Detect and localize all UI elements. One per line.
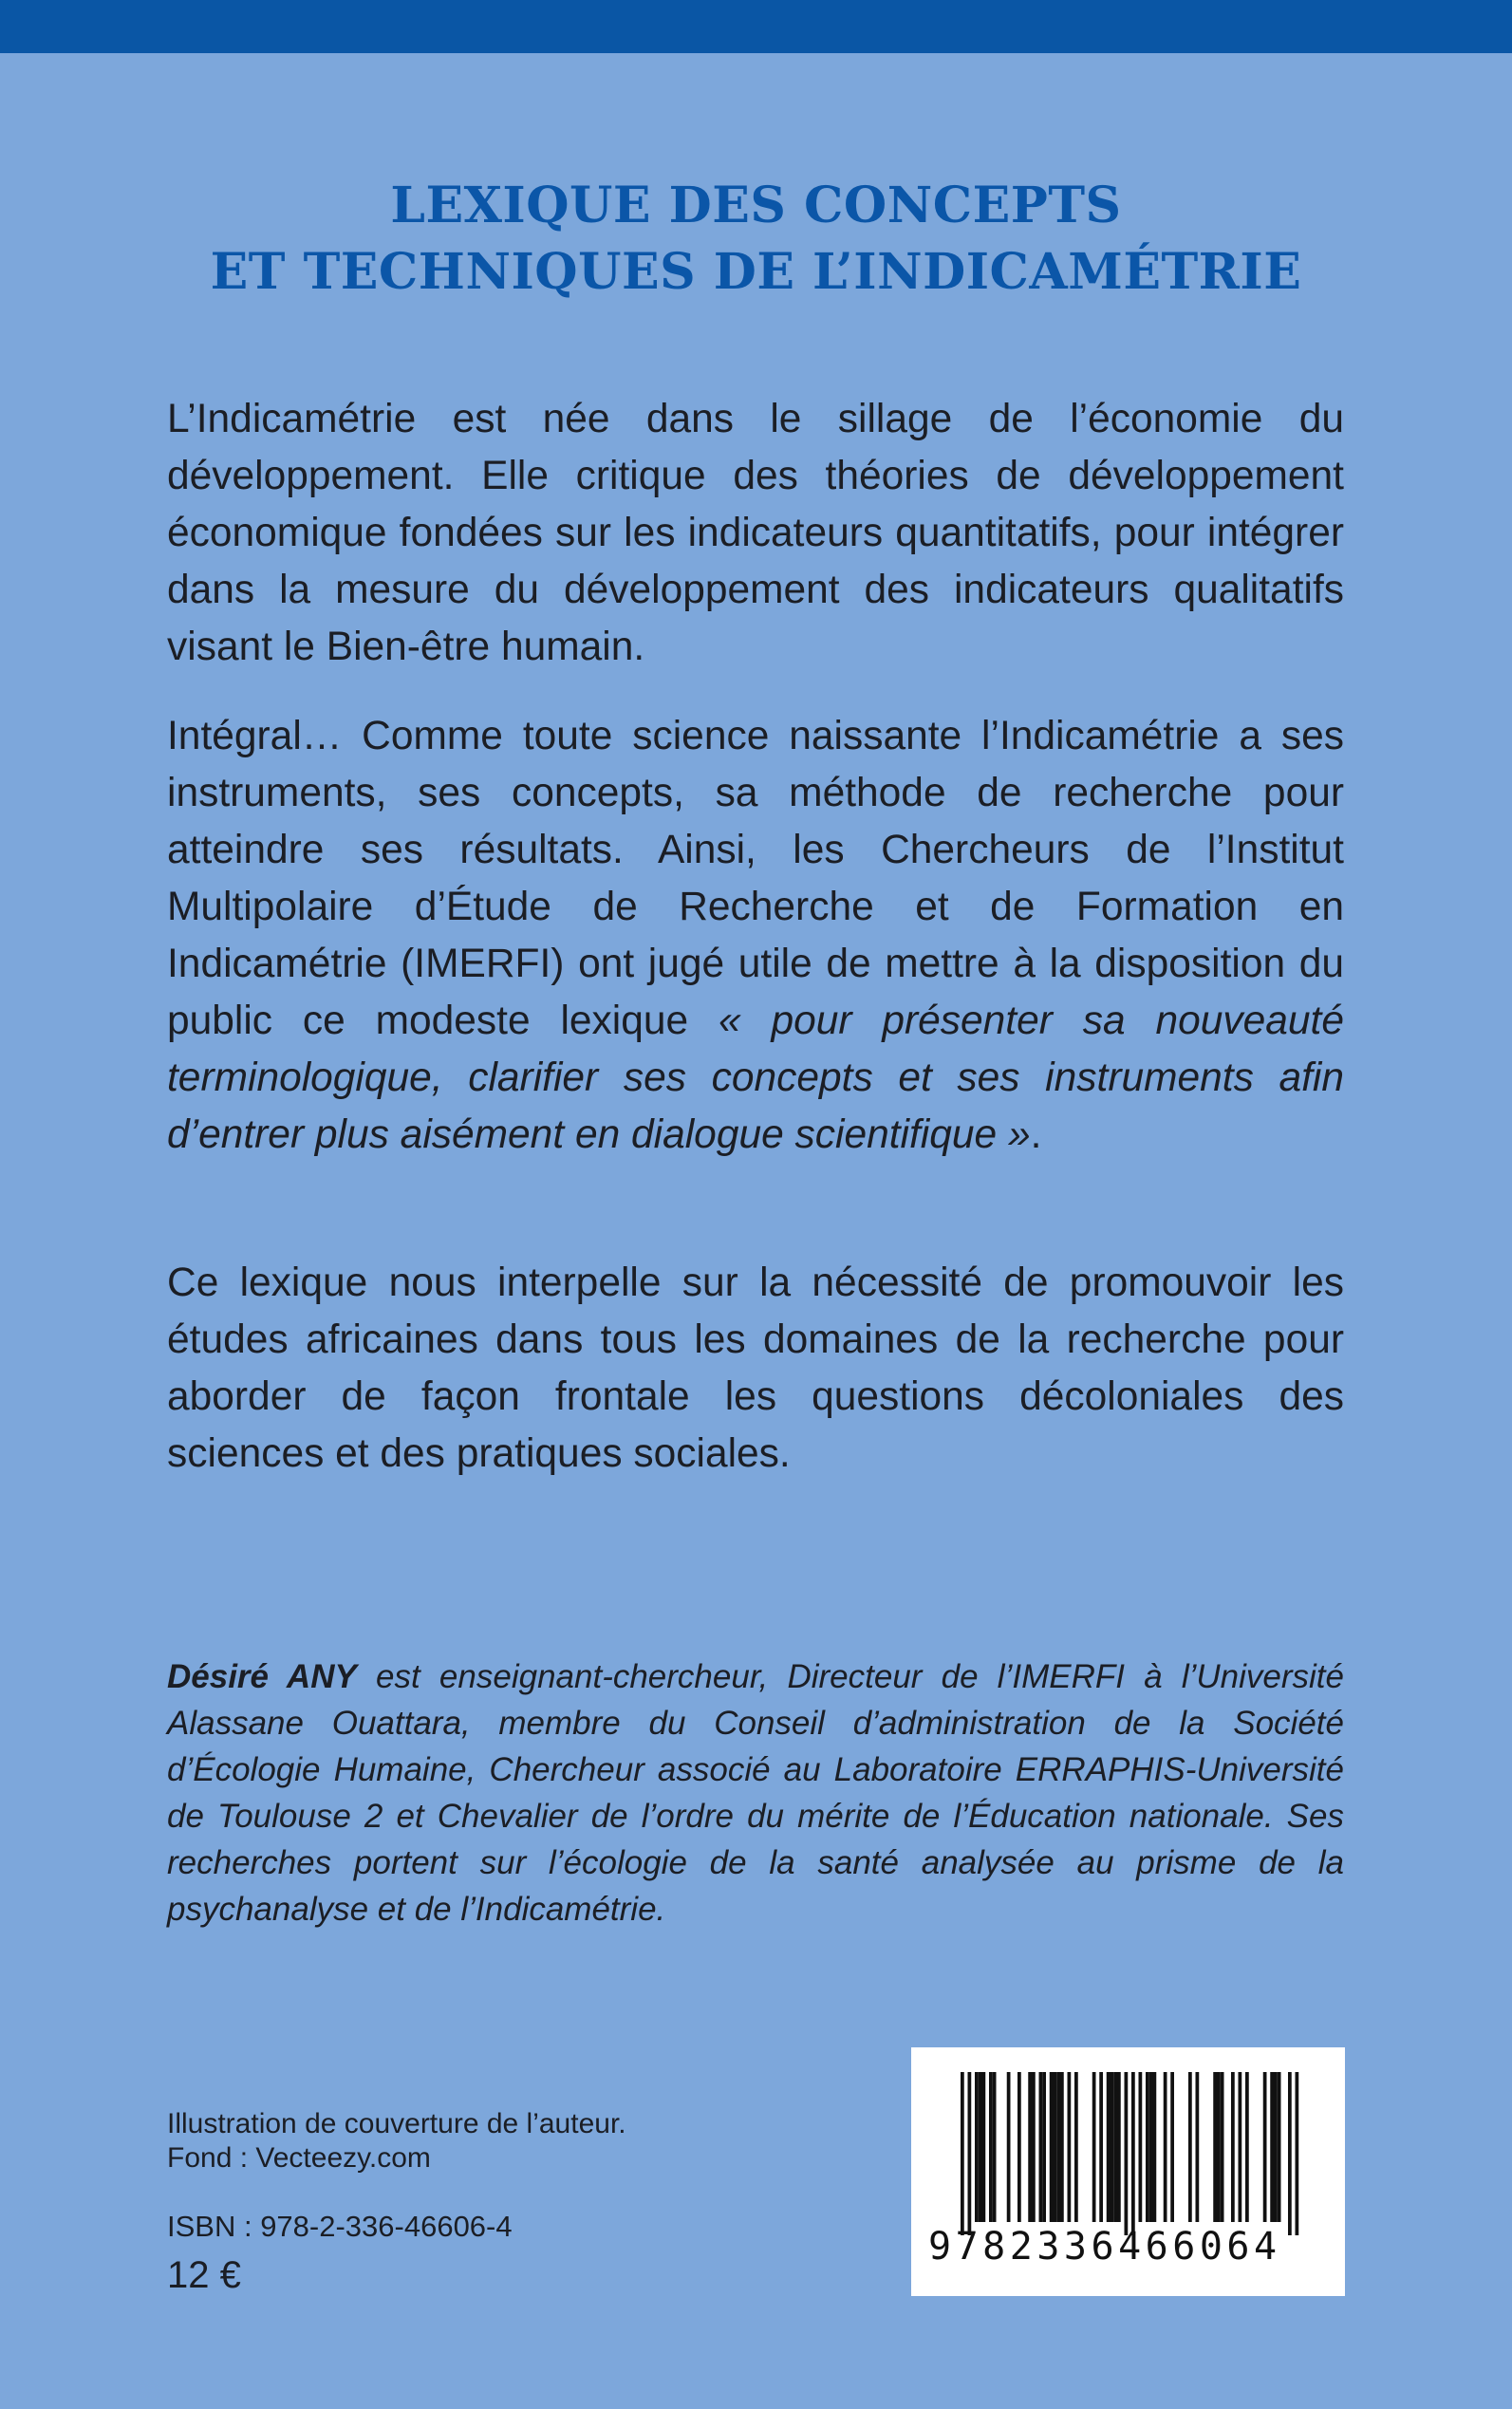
barcode-bar [982,2072,986,2222]
barcode-bar [1217,2072,1221,2222]
barcode-bar [1060,2072,1064,2222]
barcode-bar [1139,2072,1143,2222]
barcode-bar [961,2072,964,2235]
barcode-bar [979,2072,982,2222]
barcode-bar [1245,2072,1249,2222]
barcode-digits: 9782336466064 [928,2225,1281,2269]
barcode-bar [1107,2072,1111,2222]
barcode-bar [1111,2072,1114,2222]
barcode-bar [1221,2072,1224,2222]
barcode-bar [1270,2072,1274,2222]
paragraph-2-end: . [1030,1112,1042,1157]
barcode-bar [1149,2072,1153,2222]
barcode-bar [1125,2072,1129,2235]
author-name: Désiré ANY [167,1658,357,1695]
barcode-bar [1164,2072,1167,2222]
barcode-bar [1231,2072,1235,2222]
barcode-bar [1196,2072,1200,2222]
barcode-bar [1113,2072,1117,2222]
barcode-bar [1092,2072,1096,2222]
paragraph-2-text: Intégral… Comme toute science naissante l’Indicamétrie a ses instruments, ses concepts, sa méthode de recherche pour atteindre ses résultats. Ainsi, les Chercheurs de l’Institut Multipolaire d’Étude de Recherche et de Formation en Indicamétrie (IMERFI) ont jugé utile de mettre à la disposition du public ce modeste lexique [167,714,1344,1043]
image-credits [167,2107,626,2176]
barcode-bar [1153,2072,1157,2222]
barcode-bar [1278,2072,1281,2222]
barcode-bar [975,2072,979,2222]
barcode [911,2047,1345,2296]
barcode-bar [1056,2072,1060,2222]
top-color-band [0,0,1512,53]
barcode-bar [1074,2072,1078,2222]
barcode-bar [1017,2072,1021,2222]
book-title [0,173,1512,306]
barcode-bar [989,2072,993,2222]
paragraph-2-quote: « pour présenter sa nouveauté terminologique, clarifier ses concepts et ses instruments afin d’entrer plus aisément en dialogue scientifique » [167,999,1344,1157]
barcode-bar [1007,2072,1011,2222]
isbn-number: ISBN : 978-2-336-46606-4 [167,2210,513,2243]
barcode-bar [1042,2072,1046,2222]
barcode-bar [1288,2072,1292,2235]
barcode-bar [1274,2072,1278,2222]
author-biography [167,1653,1344,1933]
barcode-bar [968,2072,972,2235]
barcode-bar [1028,2072,1032,2222]
background-credit: Fond : Vecteezy.com [167,2142,431,2174]
barcode-bar [1117,2072,1121,2222]
barcode-bar [1054,2072,1057,2222]
barcode-bar [1099,2072,1103,2222]
barcode-bar [993,2072,997,2222]
barcode-bar [1050,2072,1054,2222]
barcode-bar [1032,2072,1036,2222]
illustration-credit: Illustration de couverture de l’auteur. [167,2108,626,2139]
author-bio-text: est enseignant-chercheur, Directeur de l’IMERFI à l’Université Alassane Ouattara, membre du Conseil d’administration de la Société d’Écologie Humaine, Chercheur associé au Laboratoire ERRAPHIS-Université de Toulouse 2 et Chevalier de l’ordre du mérite de l’Éducation nationale. Ses recherches portent sur l’écologie de la santé analysée au prisme de la psychanalyse et de l’Indicamétrie. [167,1658,1344,1928]
barcode-bar [1146,2072,1149,2222]
summary-paragraph-1: L’Indicamétrie est née dans le sillage de l’économie du développement. Elle critique des théories de développement économique fondées sur les indicateurs quantitatifs, pour intégrer dans la mesure du développement des indicateurs qualitatifs visant le Bien-être humain. [167,397,1344,669]
summary-paragraph-3: Ce lexique nous interpelle sur la nécessité de promouvoir les études africaines dans tous les domaines de la recherche pour aborder de façon frontale les questions décoloniales des sciences et des pratiques sociales. [167,1261,1344,1476]
barcode-bar [1039,2072,1043,2222]
barcode-bar [1188,2072,1192,2222]
barcode-bar [1170,2072,1174,2222]
barcode-bar [1131,2072,1135,2235]
barcode-bar [1296,2072,1299,2235]
barcode-bar [1263,2072,1267,2222]
price: 12 € [167,2254,241,2296]
barcode-bar [1239,2072,1242,2222]
title-line-1: LEXIQUE DES CONCEPTS [390,177,1122,234]
barcode-bar [1068,2072,1072,2222]
summary-paragraph-2 [167,708,1344,1164]
barcode-bar [1213,2072,1217,2222]
title-line-2: ET TECHNIQUES DE L’INDICAMÉTRIE [210,243,1302,301]
